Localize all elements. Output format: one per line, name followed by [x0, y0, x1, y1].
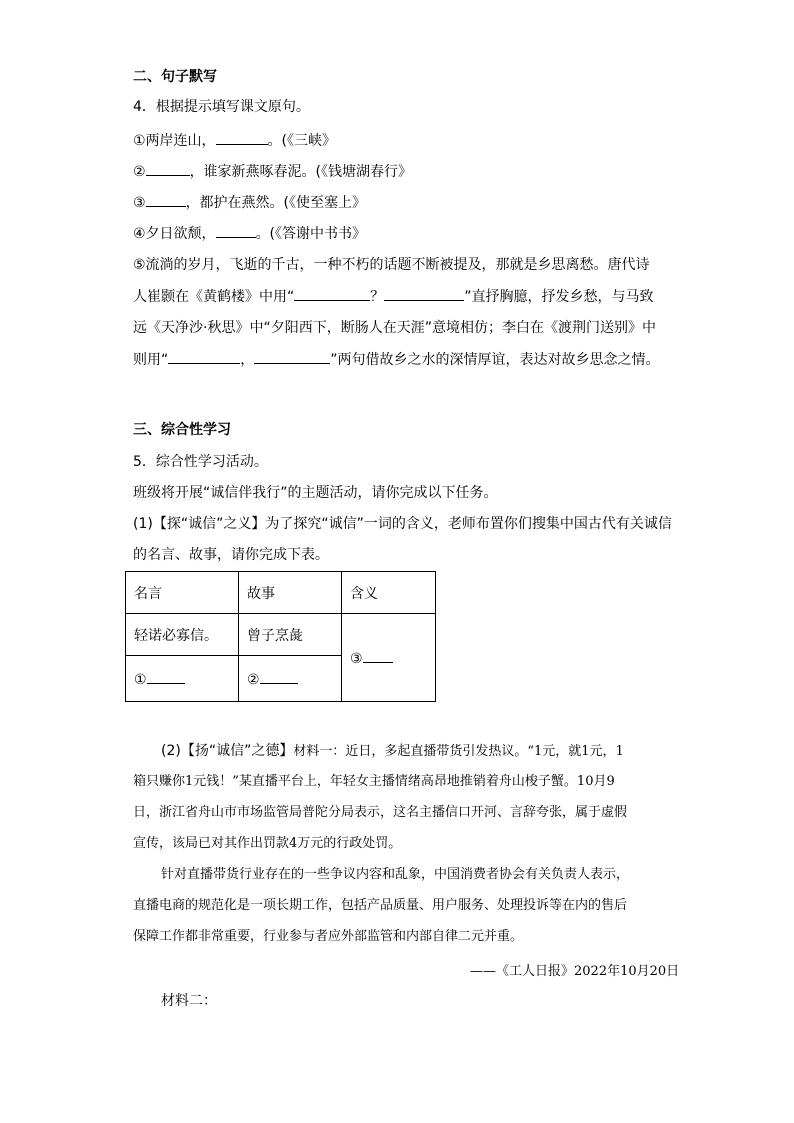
- para-2-line-3: 保障工作都非常重要，行业参与者应外部监管和内部自律二元并重。: [133, 929, 524, 944]
- blank[interactable]: [216, 130, 268, 145]
- section-2-title: 二、句子默写: [133, 69, 217, 85]
- sincerity-table: [125, 571, 436, 702]
- cell-quote: 轻诺必寡信。: [126, 614, 239, 656]
- item-4: ④夕日欲颓， 。(《答谢中书书》: [133, 223, 366, 244]
- cell-meaning: ③: [342, 614, 436, 702]
- blank[interactable]: [254, 349, 330, 364]
- activity-intro: 班级将开展“诚信伴我行”的主题活动，请你完成以下任务。: [133, 485, 498, 501]
- item-5-line-3: 远《天净沙·秋思》中“夕阳西下，断肠人在天涯”意境相仿；李白在《渡荆门送别》中: [133, 320, 656, 336]
- blank[interactable]: [363, 648, 393, 663]
- task-2-line-4: 宣传，该局已对其作出罚款4万元的行政处罚。: [133, 836, 402, 851]
- section-3-title: 三、综合性学习: [133, 422, 231, 438]
- blank[interactable]: [168, 349, 240, 364]
- item-5-line-4: 则用“ ， ”两句借故乡之水的深情厚谊，表达对故乡思念之情。: [133, 349, 660, 370]
- para-2-line-2: 直播电商的规范化是一项长期工作，包括产品质量、用户服务、处理投诉等在内的售后: [133, 898, 628, 913]
- para-2-line-1: 针对直播带货行业存在的一些争议内容和乱象，中国消费者协会有关负责人表示，: [161, 867, 630, 882]
- blank[interactable]: [146, 161, 190, 176]
- blank[interactable]: [146, 192, 186, 207]
- header-quote: 名言: [126, 572, 239, 614]
- item-3: ③ ，都护在燕然。(《使至塞上》: [133, 192, 366, 213]
- task-1-line-2: 的名言、故事，请你完成下表。: [133, 547, 329, 563]
- question-4: 4．根据提示填写课文原句。: [133, 99, 310, 115]
- blank[interactable]: [147, 669, 185, 684]
- question-5: 5．综合性学习活动。: [133, 454, 268, 470]
- item-2: ② ，谁家新燕啄春泥。(《钱塘湖春行》: [133, 161, 412, 182]
- blank[interactable]: [294, 286, 370, 301]
- task-1-line-1: (1)【探“诚信”之义】为了探究“诚信”一词的含义，老师布置你们搜集中国古代有关诚信: [133, 516, 672, 532]
- item-1: ①两岸连山， 。(《三峡》: [133, 130, 336, 151]
- cell-story: 曾子烹彘: [239, 614, 342, 656]
- material-2-label: 材料二：: [161, 993, 217, 1009]
- blank[interactable]: [216, 223, 256, 238]
- header-story: 故事: [239, 572, 342, 614]
- cell-story-blank: ②: [239, 656, 342, 702]
- header-meaning: 含义: [342, 572, 436, 614]
- source-citation: ——《工人日报》2022年10月20日: [470, 964, 680, 979]
- item-5-line-1: ⑤流淌的岁月，飞逝的千古，一种不朽的话题不断被提及，那就是乡思离愁。唐代诗: [133, 257, 650, 273]
- task-2-line-1: (2)【扬“诚信”之德】材料一：近日，多起直播带货引发热议。“1元，就1元，1: [161, 743, 624, 759]
- item-5-line-2: 人崔颢在《黄鹤楼》中用“ ？ ”直抒胸臆，抒发乡愁，与马致: [133, 286, 654, 307]
- task-2-line-2: 箱只赚你1元钱！”某直播平台上，年轻女主播情绪高昂地推销着舟山梭子蟹。10月9: [133, 774, 615, 789]
- blank[interactable]: [384, 286, 464, 301]
- task-2-line-3: 日，浙江省舟山市市场监管局普陀分局表示，这名主播信口开河、言辞夸张，属于虚假: [133, 805, 628, 820]
- cell-quote-blank: ①: [126, 656, 239, 702]
- blank[interactable]: [260, 669, 298, 684]
